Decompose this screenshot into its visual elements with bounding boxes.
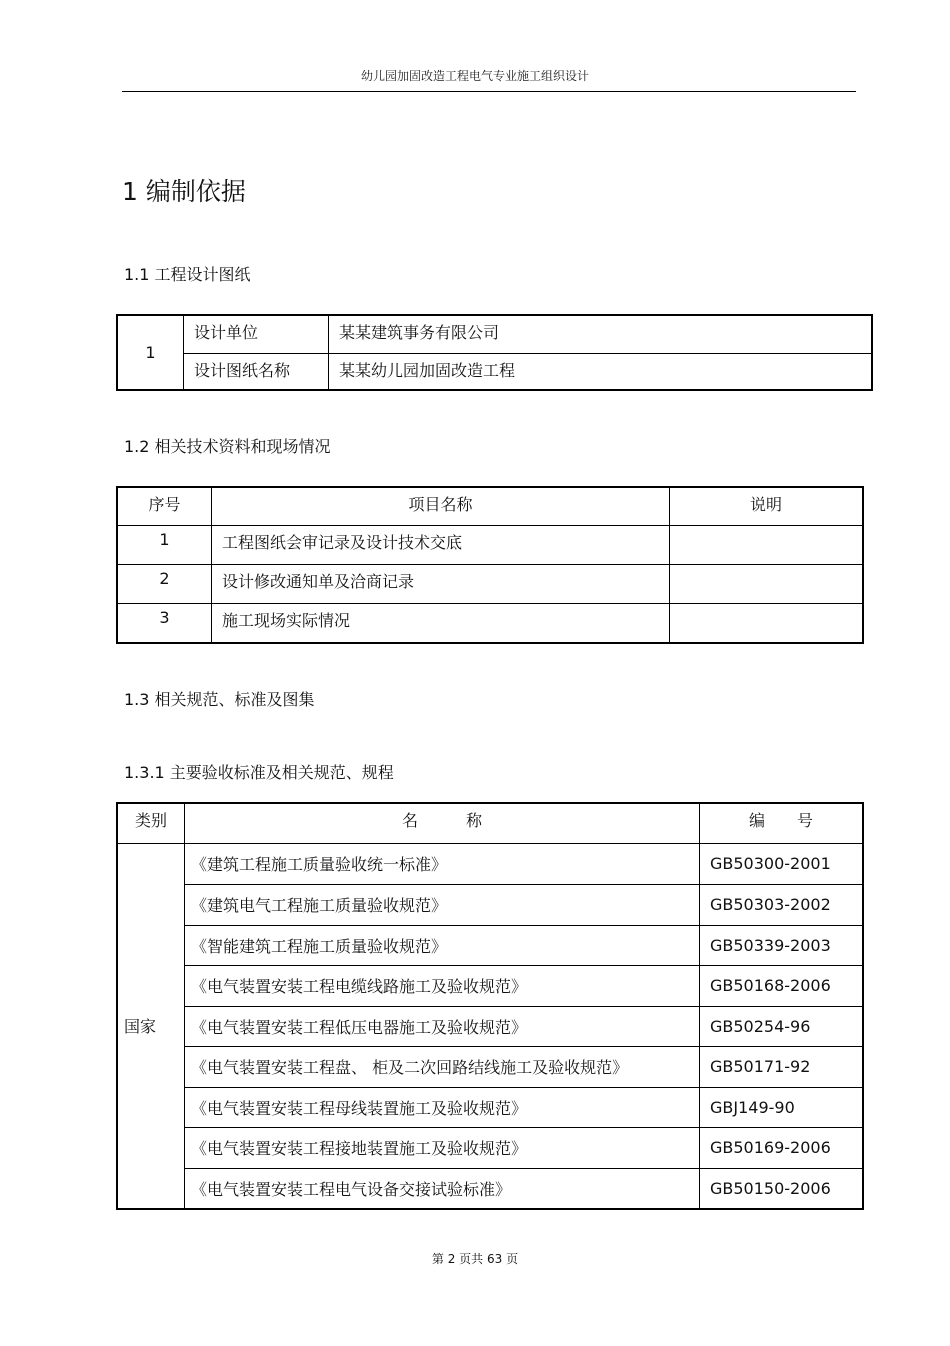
standard-name: 《电气装置安装工程电缆线路施工及验收规范》 [185, 965, 700, 1006]
table-row [117, 965, 863, 1006]
table-row [117, 353, 872, 390]
row-no: 1 [117, 525, 212, 564]
standard-name: 《建筑工程施工质量验收统一标准》 [185, 843, 700, 884]
row-note [670, 564, 864, 603]
standard-code: GB50168-2006 [700, 965, 864, 1006]
standard-code: GB50339-2003 [700, 925, 864, 965]
row-note [670, 525, 864, 564]
technical-materials-table [116, 486, 864, 644]
design-unit-value: 某某建筑事务有限公司 [329, 315, 873, 353]
row-no: 2 [117, 564, 212, 603]
section-1-3-1-title: 1.3.1 主要验收标准及相关规范、规程 [124, 763, 394, 782]
category-cell: 国家 [117, 843, 185, 1209]
table-row [117, 315, 872, 353]
row-name: 设计修改通知单及洽商记录 [212, 564, 670, 603]
standard-name: 《建筑电气工程施工质量验收规范》 [185, 884, 700, 925]
standard-name: 《电气装置安装工程盘、 柜及二次回路结线施工及验收规范》 [185, 1046, 700, 1087]
standard-code: GB50150-2006 [700, 1168, 864, 1209]
design-drawings-table [116, 314, 873, 391]
header-rule [122, 91, 856, 92]
table-row [117, 525, 863, 564]
drawing-name-value: 某某幼儿园加固改造工程 [329, 353, 873, 390]
row-note [670, 603, 864, 643]
standard-name: 《电气装置安装工程低压电器施工及验收规范》 [185, 1006, 700, 1046]
row-index: 1 [117, 315, 184, 390]
standard-name: 《电气装置安装工程接地装置施工及验收规范》 [185, 1127, 700, 1168]
table-row [117, 564, 863, 603]
table-row [117, 925, 863, 965]
standard-code: GB50254-96 [700, 1006, 864, 1046]
col-header-note: 说明 [670, 487, 864, 525]
table-row [117, 1006, 863, 1046]
col-header-name: 项目名称 [212, 487, 670, 525]
standards-table [116, 802, 864, 1210]
standard-name: 《电气装置安装工程母线装置施工及验收规范》 [185, 1087, 700, 1127]
table-row [117, 603, 863, 643]
table-row [117, 1127, 863, 1168]
table-row [117, 1046, 863, 1087]
standard-code: GB50300-2001 [700, 843, 864, 884]
section-1-3-title: 1.3 相关规范、标准及图集 [124, 690, 315, 709]
standard-name: 《智能建筑工程施工质量验收规范》 [185, 925, 700, 965]
table-row [117, 1168, 863, 1209]
standard-code: GB50303-2002 [700, 884, 864, 925]
standard-code: GB50169-2006 [700, 1127, 864, 1168]
table-header-row [117, 487, 863, 525]
col-header-category: 类别 [117, 803, 185, 843]
row-name: 工程图纸会审记录及设计技术交底 [212, 525, 670, 564]
col-header-no: 序号 [117, 487, 212, 525]
col-header-name: 名 称 [185, 803, 700, 843]
table-row [117, 884, 863, 925]
table-header-row [117, 803, 863, 843]
standard-name: 《电气装置安装工程电气设备交接试验标准》 [185, 1168, 700, 1209]
page-footer: 第 2 页共 63 页 [431, 1252, 519, 1266]
standard-code: GBJ149-90 [700, 1087, 864, 1127]
col-header-code: 编 号 [700, 803, 864, 843]
drawing-name-label: 设计图纸名称 [184, 353, 329, 390]
standard-code: GB50171-92 [700, 1046, 864, 1087]
section-1-1-title: 1.1 工程设计图纸 [124, 265, 251, 284]
design-unit-label: 设计单位 [184, 315, 329, 353]
row-name: 施工现场实际情况 [212, 603, 670, 643]
document-header: 幼儿园加固改造工程电气专业施工组织设计 [360, 69, 589, 83]
section-1-title: 1 编制依据 [122, 177, 246, 206]
section-1-2-title: 1.2 相关技术资料和现场情况 [124, 437, 331, 456]
table-row [117, 843, 863, 884]
table-row [117, 1087, 863, 1127]
row-no: 3 [117, 603, 212, 643]
